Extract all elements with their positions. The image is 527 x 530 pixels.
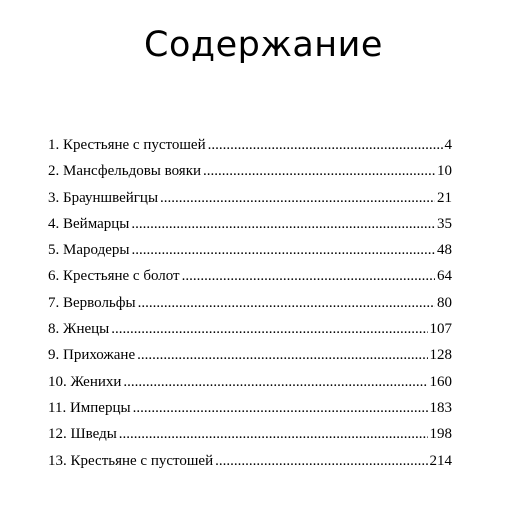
dot-leader bbox=[131, 214, 435, 234]
toc-entry[interactable] bbox=[48, 424, 452, 450]
toc-entry-label: 2. Мансфельдовы вояки bbox=[48, 163, 202, 180]
toc-entry-page: 48 bbox=[437, 242, 452, 259]
toc-entry[interactable] bbox=[48, 214, 452, 240]
toc-entry-page: 21 bbox=[437, 189, 452, 206]
toc-entry[interactable] bbox=[48, 319, 452, 345]
dot-leader bbox=[203, 161, 435, 181]
toc-entry-page: 4 bbox=[444, 137, 452, 153]
dot-leader bbox=[160, 188, 435, 208]
dot-leader bbox=[208, 135, 443, 155]
toc-entry-label: 11. Имперцы bbox=[48, 399, 131, 416]
toc-entry-page: 10 bbox=[437, 163, 452, 180]
toc-entry[interactable] bbox=[48, 293, 452, 319]
toc-entry-page: 128 bbox=[429, 347, 452, 364]
toc-entry-page: 107 bbox=[429, 321, 452, 338]
toc-entry-page: 160 bbox=[429, 373, 452, 390]
toc-entry-label: 12. Шведы bbox=[48, 426, 117, 443]
toc-entry-label: 4. Веймарцы bbox=[48, 215, 130, 232]
toc-entry-page: 35 bbox=[437, 215, 452, 232]
toc-entry[interactable] bbox=[48, 161, 452, 187]
toc-entry-page: 80 bbox=[437, 294, 452, 311]
toc-entry-page: 214 bbox=[429, 452, 452, 469]
dot-leader bbox=[123, 372, 427, 392]
toc-entry[interactable] bbox=[48, 188, 452, 214]
dot-leader bbox=[137, 345, 427, 365]
toc-entry[interactable] bbox=[48, 345, 452, 371]
dot-leader bbox=[215, 451, 427, 471]
table-of-contents bbox=[48, 135, 452, 477]
toc-entry-label: 8. Жнецы bbox=[48, 321, 110, 338]
toc-entry-label: 1. Крестьяне с пустошей bbox=[48, 137, 206, 153]
toc-entry-page: 64 bbox=[437, 268, 452, 285]
dot-leader bbox=[111, 319, 427, 339]
toc-entry[interactable] bbox=[48, 266, 452, 292]
toc-entry[interactable] bbox=[48, 372, 452, 398]
toc-entry-page: 198 bbox=[429, 426, 452, 443]
dot-leader bbox=[119, 424, 428, 444]
toc-entry-page: 183 bbox=[429, 399, 452, 416]
dot-leader bbox=[138, 293, 435, 313]
toc-entry-label: 5. Мародеры bbox=[48, 242, 130, 259]
toc-entry-label: 9. Прихожане bbox=[48, 347, 136, 364]
toc-entry-label: 13. Крестьяне с пустошей bbox=[48, 452, 214, 469]
dot-leader bbox=[182, 266, 435, 286]
toc-entry-label: 7. Вервольфы bbox=[48, 294, 136, 311]
toc-entry[interactable] bbox=[48, 240, 452, 266]
page-title: Содержание bbox=[144, 25, 383, 65]
dot-leader bbox=[131, 240, 435, 260]
toc-entry[interactable] bbox=[48, 451, 452, 477]
toc-entry[interactable] bbox=[48, 135, 452, 161]
toc-entry-label: 10. Женихи bbox=[48, 373, 122, 390]
toc-entry-label: 3. Брауншвейгцы bbox=[48, 189, 159, 206]
toc-entry-label: 6. Крестьяне с болот bbox=[48, 268, 180, 285]
toc-entry[interactable] bbox=[48, 398, 452, 424]
dot-leader bbox=[133, 398, 428, 418]
